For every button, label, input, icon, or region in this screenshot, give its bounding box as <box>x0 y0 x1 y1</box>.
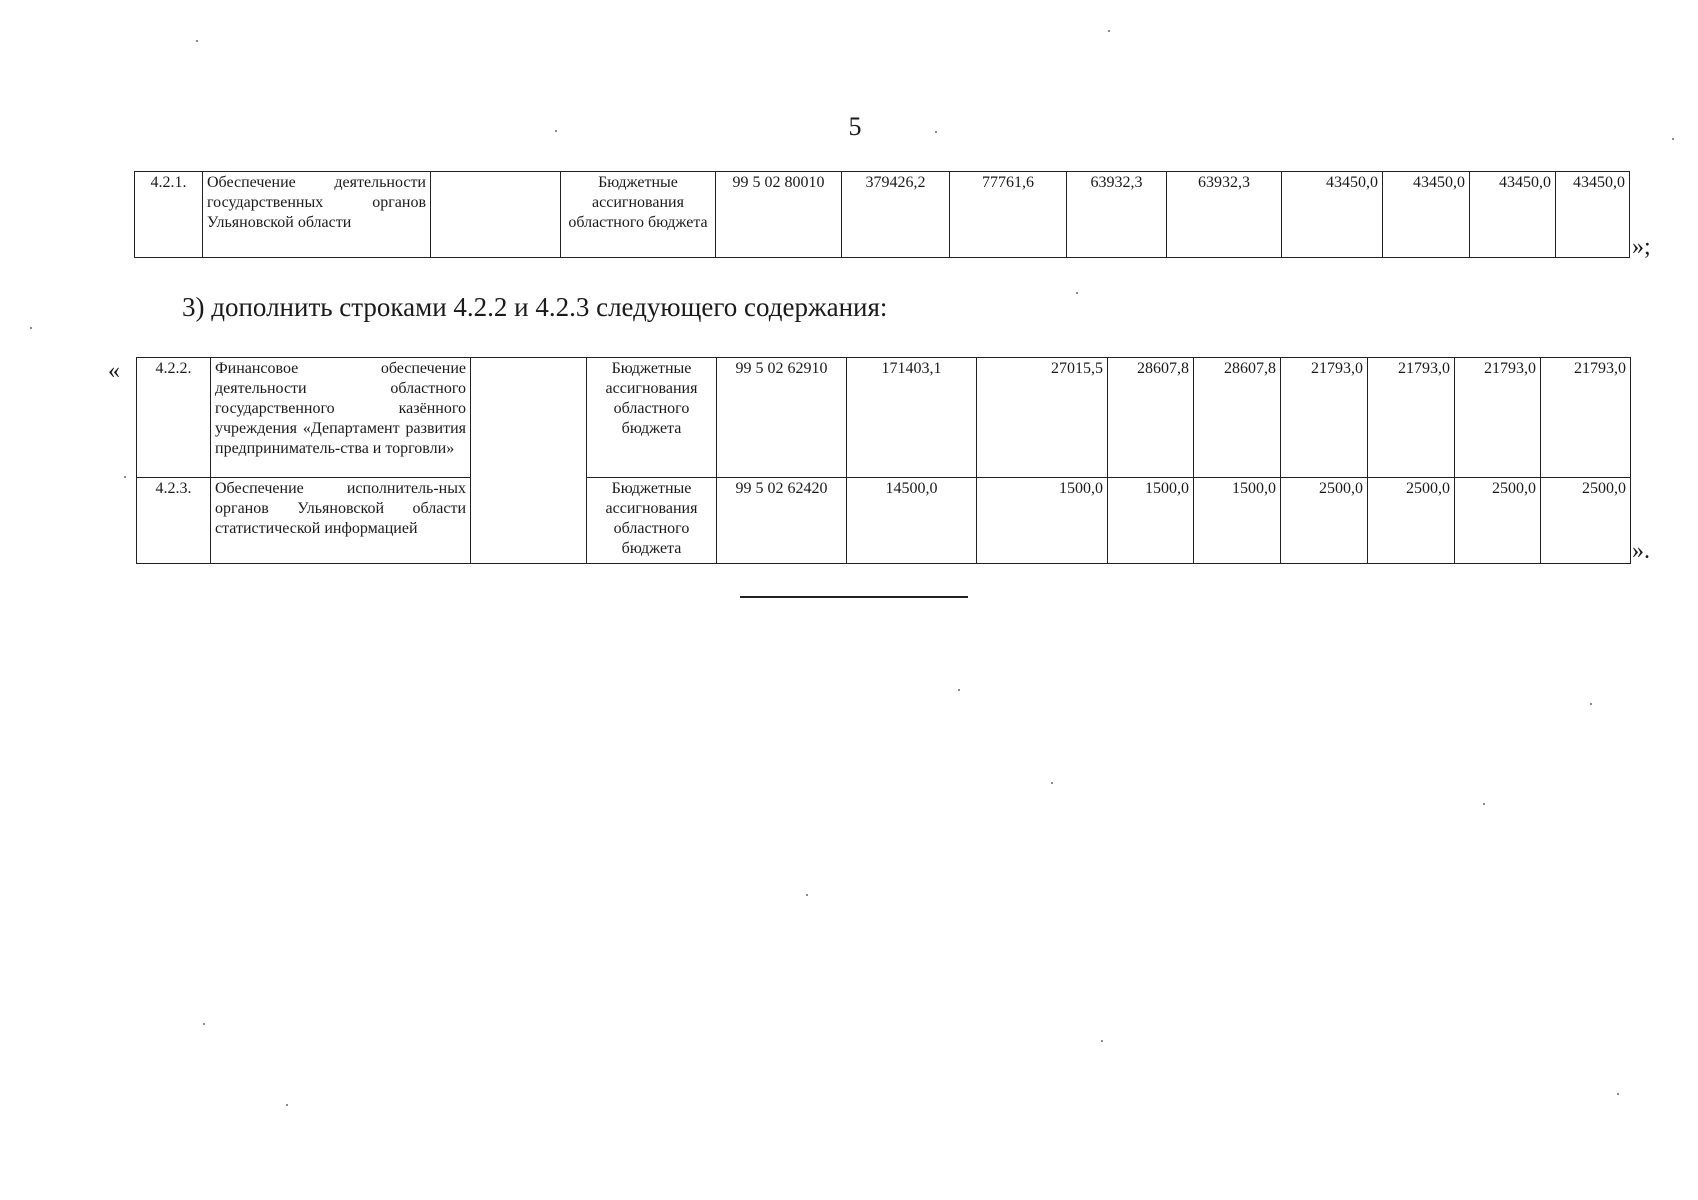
row-value: 2500,0 <box>1541 478 1631 564</box>
row-executor <box>431 172 561 258</box>
scan-speck <box>1617 1093 1619 1095</box>
row-value: 27015,5 <box>977 358 1108 478</box>
row-value-total: 14500,0 <box>847 478 977 564</box>
row-name: Финансовое обеспечение деятельности областного государственного казённого учреждения «Департамент развития предприниматель-ства и торговли» <box>211 358 471 478</box>
scan-speck <box>1101 1040 1103 1042</box>
scan-speck <box>806 894 808 896</box>
row-value: 43450,0 <box>1282 172 1383 258</box>
row-number: 4.2.3. <box>137 478 211 564</box>
scan-speck <box>1672 138 1674 140</box>
row-value-total: 379426,2 <box>842 172 950 258</box>
page-number: 5 <box>848 112 862 141</box>
scan-speck <box>1076 292 1078 294</box>
closing-quote-1: »; <box>1632 234 1651 260</box>
scan-speck <box>555 130 557 132</box>
row-name: Обеспечение деятельности государственных органов Ульяновской области <box>203 172 431 258</box>
row-name: Обеспечение исполнитель-ных органов Ульяновской области статистической информацией <box>211 478 471 564</box>
row-code: 99 5 02 80010 <box>716 172 842 258</box>
row-value: 43450,0 <box>1383 172 1470 258</box>
row-value: 21793,0 <box>1281 358 1368 478</box>
table-rows-4-2-2-and-4-2-3 <box>136 357 1631 564</box>
instruction-text: 3) дополнить строками 4.2.2 и 4.2.3 следующего содержания: <box>182 292 888 322</box>
scan-speck <box>124 476 126 478</box>
table-row <box>137 478 1631 564</box>
scan-speck <box>958 689 960 691</box>
row-value: 1500,0 <box>977 478 1108 564</box>
row-value: 2500,0 <box>1368 478 1455 564</box>
row-value: 63932,3 <box>1067 172 1167 258</box>
row-value: 21793,0 <box>1455 358 1541 478</box>
row-value: 1500,0 <box>1108 478 1194 564</box>
row-value: 1500,0 <box>1194 478 1281 564</box>
table-row-4-2-1 <box>134 171 1630 258</box>
scan-speck <box>935 131 937 133</box>
row-value: 21793,0 <box>1541 358 1631 478</box>
table-row <box>137 358 1631 478</box>
row-source: Бюджетные ассигнования областного бюджета <box>587 478 717 564</box>
row-value: 2500,0 <box>1281 478 1368 564</box>
scan-speck <box>286 1104 288 1106</box>
scan-speck <box>1483 803 1485 805</box>
row-number: 4.2.1. <box>135 172 203 258</box>
row-value: 43450,0 <box>1556 172 1630 258</box>
row-value: 43450,0 <box>1470 172 1556 258</box>
opening-quote: « <box>108 358 120 384</box>
row-number: 4.2.2. <box>137 358 211 478</box>
scan-speck <box>1108 30 1110 32</box>
row-value: 77761,6 <box>950 172 1067 258</box>
row-value-total: 171403,1 <box>847 358 977 478</box>
scan-speck <box>203 1023 205 1025</box>
table-row <box>135 172 1630 258</box>
scan-speck <box>196 40 198 42</box>
row-value: 63932,3 <box>1167 172 1282 258</box>
closing-quote-2: ». <box>1632 538 1650 564</box>
row-value: 2500,0 <box>1455 478 1541 564</box>
end-rule <box>740 596 968 598</box>
scan-speck <box>30 327 32 329</box>
row-code: 99 5 02 62420 <box>717 478 847 564</box>
row-code: 99 5 02 62910 <box>717 358 847 478</box>
row-value: 28607,8 <box>1194 358 1281 478</box>
row-value: 28607,8 <box>1108 358 1194 478</box>
row-source: Бюджетные ассигнования областного бюджета <box>587 358 717 478</box>
row-value: 21793,0 <box>1368 358 1455 478</box>
scan-speck <box>1051 782 1053 784</box>
row-executor <box>471 358 587 564</box>
row-source: Бюджетные ассигнования областного бюджета <box>561 172 716 258</box>
scan-speck <box>1590 703 1592 705</box>
